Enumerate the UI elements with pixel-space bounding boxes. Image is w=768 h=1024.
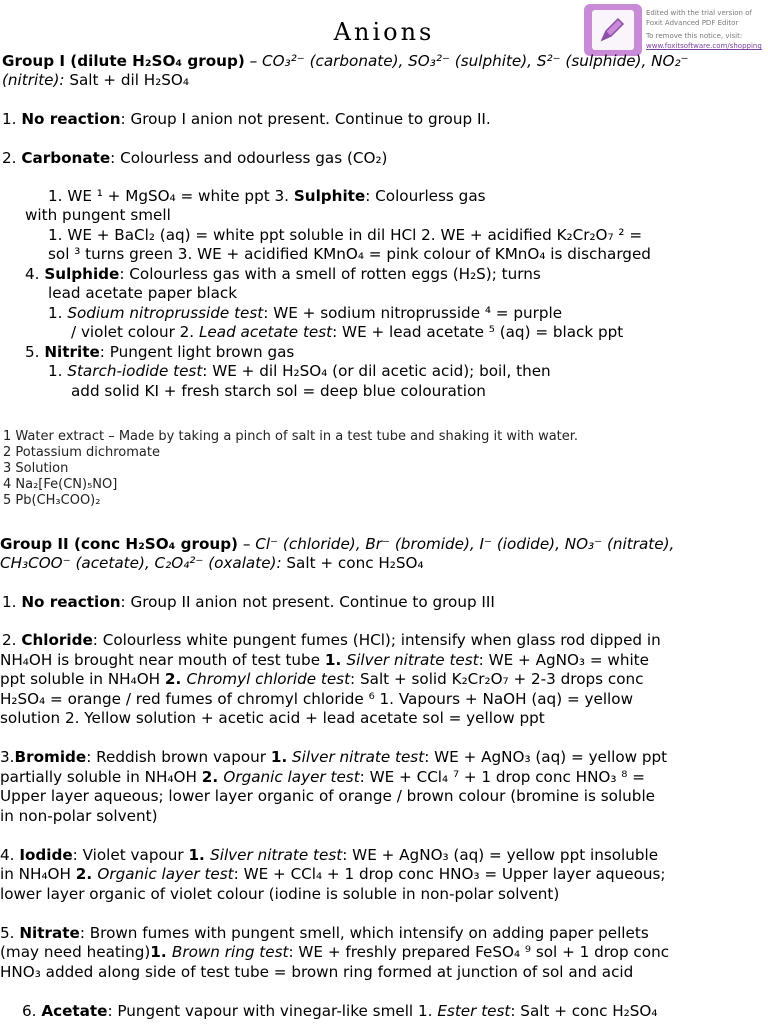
group2-line: H₂SO₄ = orange / red fumes of chromyl chloride ⁶ 1. Vapours + NaOH (aq) = yellow <box>0 690 633 708</box>
group2-line: ppt soluble in NH₄OH 2. Chromyl chloride test: Salt + solid K₂Cr₂O₇ + 2-3 drops conc <box>0 670 644 688</box>
group2-item-acetate: 6. Acetate: Pungent vapour with vinegar-like smell 1. Ester test: Salt + conc H₂SO₄ <box>22 1002 658 1020</box>
group2-item-no-reaction: 1. No reaction: Group II anion not present. Continue to group III <box>2 593 495 611</box>
group2-line: NH₄OH is brought near mouth of test tube 1. Silver nitrate test: WE + AgNO₃ = white <box>0 651 649 669</box>
group2-line: solution 2. Yellow solution + acetic acid + lead acetate sol = yellow ppt <box>0 709 545 727</box>
footnote: 5 Pb(CH₃COO)₂ <box>3 493 101 508</box>
group1-heading: Group I (dilute H₂SO₄ group) – CO₃²⁻ (carbonate), SO₃²⁻ (sulphite), S²⁻ (sulphide), NO₂⁻ <box>2 52 689 70</box>
trial-notice: Edited with the trial version of Foxit Advanced PDF Editor To remove this notice, visit: www.foxitsoftware.com/shopping <box>646 8 766 51</box>
group1-item-sulphide: 4. Sulphide: Colourless gas with a smell of rotten eggs (H₂S); turns <box>25 265 541 283</box>
group1-heading-cont: (nitrite): Salt + dil H₂SO₄ <box>2 71 189 89</box>
footnote: 1 Water extract – Made by taking a pinch of salt in a test tube and shaking it with water. <box>3 429 579 444</box>
footnote: 2 Potassium dichromate <box>3 445 160 460</box>
group1-carbonate-test: 1. WE ¹ + MgSO₄ = white ppt 3. Sulphite: Colourless gas <box>48 187 486 205</box>
group2-line: Upper layer aqueous; lower layer organic of orange / brown colour (bromine is soluble <box>0 787 656 805</box>
page-title: Anions <box>333 18 435 46</box>
group2-line: in NH₄OH 2. Organic layer test: WE + CCl₄ + 1 drop conc HNO₃ = Upper layer aqueous; <box>0 865 666 883</box>
group2-item-chloride: 2. Chloride: Colourless white pungent fumes (HCl); intensify when glass rod dipped in <box>2 631 661 649</box>
footnote: 4 Na₂[Fe(CN)₅NO] <box>3 477 118 492</box>
foxit-logo <box>584 4 642 56</box>
group1-line: / violet colour 2. Lead acetate test: WE + lead acetate ⁵ (aq) = black ppt <box>71 323 624 341</box>
group2-item-nitrate: 5. Nitrate: Brown fumes with pungent smell, which intensify on adding paper pellets <box>0 924 649 942</box>
group2-item-iodide: 4. Iodide: Violet vapour 1. Silver nitrate test: WE + AgNO₃ (aq) = yellow ppt insoluble <box>0 846 659 864</box>
group1-item-nitrite: 5. Nitrite: Pungent light brown gas <box>25 343 295 361</box>
group1-line: sol ³ turns green 3. WE + acidified KMnO₄ = pink colour of KMnO₄ is discharged <box>48 245 651 263</box>
group2-line: HNO₃ added along side of test tube = brown ring formed at junction of sol and acid <box>0 963 634 981</box>
group2-heading-cont: CH₃COO⁻ (acetate), C₂O₄²⁻ (oxalate): Salt + conc H₂SO₄ <box>0 554 424 572</box>
foxit-link[interactable]: www.foxitsoftware.com/shopping <box>646 42 762 50</box>
group1-item-no-reaction: 1. No reaction: Group I anion not present. Continue to group II. <box>2 110 491 128</box>
group2-line: partially soluble in NH₄OH 2. Organic layer test: WE + CCl₄ ⁷ + 1 drop conc HNO₃ ⁸ = <box>0 768 645 786</box>
group1-item-carbonate: 2. Carbonate: Colourless and odourless gas (CO₂) <box>2 149 388 167</box>
group2-line: in non-polar solvent) <box>0 807 158 825</box>
group2-line: (may need heating)1. Brown ring test: WE + freshly prepared FeSO₄ ⁹ sol + 1 drop conc <box>0 943 670 961</box>
group2-line: lower layer organic of violet colour (iodine is soluble in non-polar solvent) <box>0 885 560 903</box>
group2-item-bromide: 3.Bromide: Reddish brown vapour 1. Silver nitrate test: WE + AgNO₃ (aq) = yellow ppt <box>0 748 668 766</box>
group1-sulphide-test: 1. Sodium nitroprusside test: WE + sodium nitroprusside ⁴ = purple <box>48 304 563 322</box>
pen-icon <box>598 14 628 44</box>
footnote: 3 Solution <box>3 461 69 476</box>
group1-sulphite-test: 1. WE + BaCl₂ (aq) = white ppt soluble in dil HCl 2. WE + acidified K₂Cr₂O₇ ² = <box>48 226 643 244</box>
group1-line: add solid KI + fresh starch sol = deep blue colouration <box>71 382 486 400</box>
group1-nitrite-test: 1. Starch-iodide test: WE + dil H₂SO₄ (or dil acetic acid); boil, then <box>48 362 551 380</box>
group1-line: with pungent smell <box>25 206 171 224</box>
group2-heading: Group II (conc H₂SO₄ group) – Cl⁻ (chloride), Br⁻ (bromide), I⁻ (iodide), NO₃⁻ (nitrate), <box>0 535 675 553</box>
group1-line: lead acetate paper black <box>48 284 238 302</box>
